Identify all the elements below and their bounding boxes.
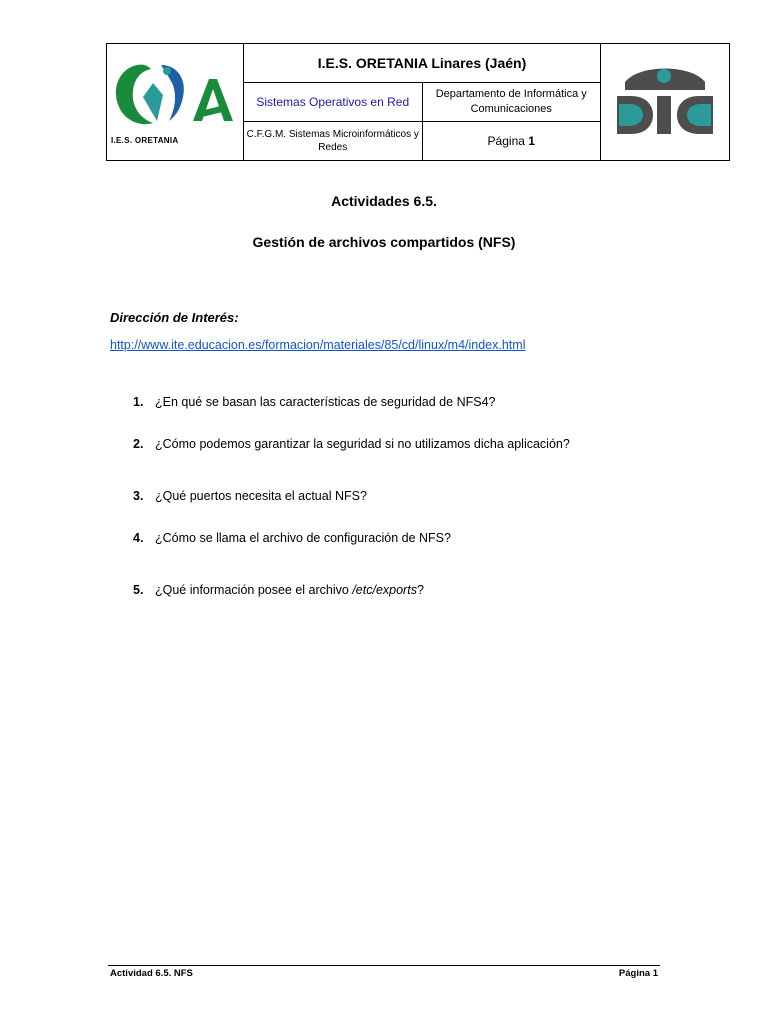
question-item [133,395,495,409]
school-name: I.E.S. ORETANIA Linares (Jaén) [244,44,601,83]
interest-link[interactable]: http://www.ite.educacion.es/formacion/materiales/85/cd/linux/m4/index.html [110,338,526,352]
department-name: Departamento de Informática y Comunicaciones [422,83,601,122]
question-number: 1. [133,395,144,409]
footer-document-name: Actividad 6.5. NFS [110,968,193,979]
department-logo-icon [607,60,723,140]
document-subtitle: Gestión de archivos compartidos (NFS) [252,234,516,250]
question-text: ¿Cómo podemos garantizar la seguridad si no utilizamos dicha aplicación? [155,437,570,451]
interest-label: Dirección de Interés: [110,310,239,325]
header-page-number [422,122,601,161]
department-logo-cell [601,44,730,161]
school-logo-cell [107,44,244,161]
school-logo-icon [107,45,243,135]
question-number: 2. [133,437,144,451]
question-text: ¿Qué puertos necesita el actual NFS? [155,489,367,503]
header-page-label: Página [487,134,525,148]
question-number: 4. [133,531,144,545]
question-item [133,437,570,451]
footer-divider [108,965,660,966]
question-text-italic: /etc/exports [352,583,417,597]
question-number: 5. [133,583,144,597]
school-logo-caption: I.E.S. ORETANIA [111,136,179,145]
question-item [133,531,451,545]
question-item [133,489,367,503]
question-text: ¿Cómo se llama el archivo de configuración de NFS? [155,531,451,545]
question-number: 3. [133,489,144,503]
header-page-value: 1 [528,134,535,148]
question-item [133,583,424,597]
header-table [106,43,730,161]
question-text-before: ¿Qué información posee el archivo [155,583,353,597]
cycle-name: C.F.G.M. Sistemas Microinformáticos y Redes [244,122,423,161]
subject-name: Sistemas Operativos en Red [244,83,423,122]
question-text-after: ? [416,583,424,597]
school-logo [107,45,243,159]
document-title: Actividades 6.5. [331,193,437,209]
footer-page-number: Página 1 [618,968,658,979]
question-text: ¿En qué se basan las características de seguridad de NFS4? [155,395,496,409]
